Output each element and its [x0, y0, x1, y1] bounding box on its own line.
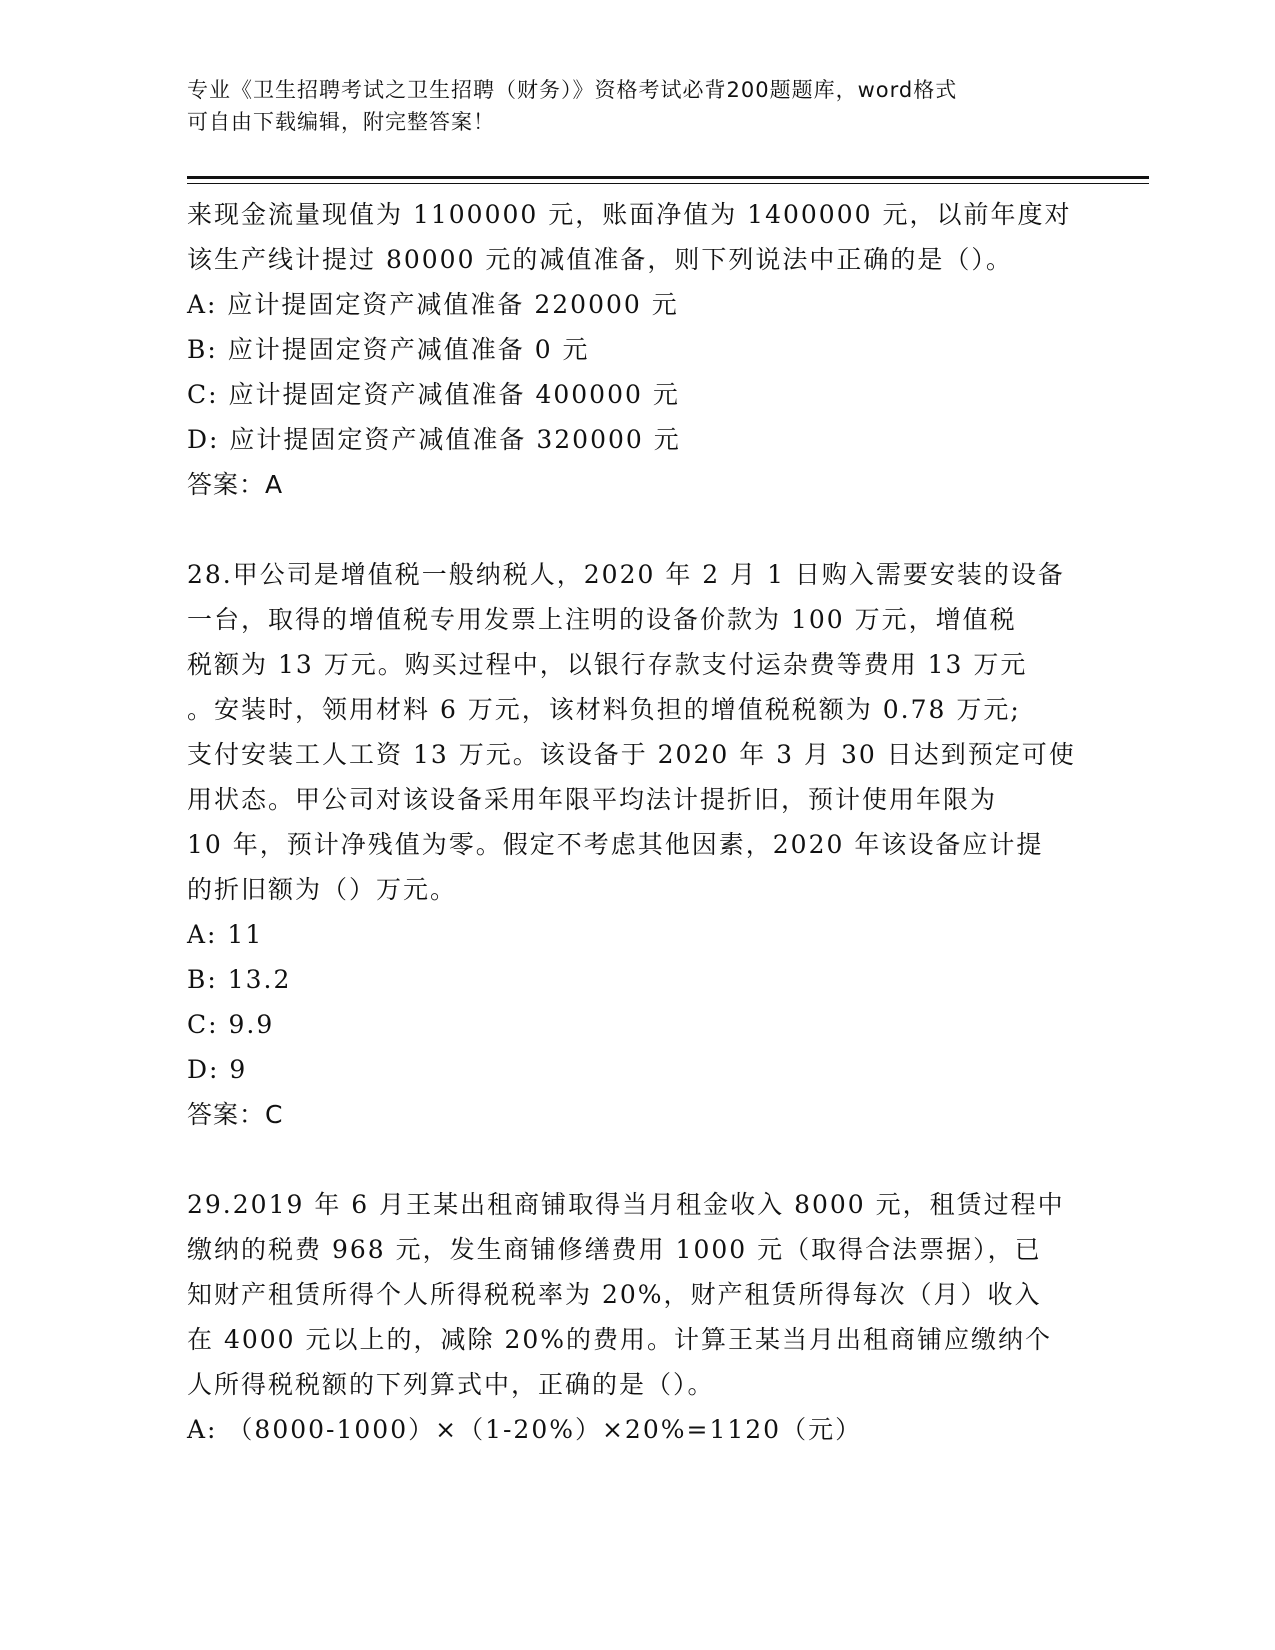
question-29 [187, 1182, 1087, 1452]
header-rule-thick [187, 176, 1149, 179]
question-stem-line: 支付安装工人工资 13 万元。该设备于 2020 年 3 月 30 日达到预定可使 [187, 740, 1076, 769]
question-stem-line: 一台，取得的增值税专用发票上注明的设备价款为 100 万元，增值税 [187, 605, 1017, 634]
question-stem-line: 来现金流量现值为 1100000 元，账面净值为 1400000 元，以前年度对 [187, 200, 1072, 229]
option-a: A: （8000-1000）×（1-20%）×20%=1120（元） [187, 1415, 863, 1444]
document-body [187, 192, 1087, 1452]
header-rule-thin [187, 183, 1149, 184]
option-c: C: 9.9 [187, 1010, 275, 1039]
question-stem-line: 人所得税税额的下列算式中，正确的是（）。 [187, 1370, 715, 1399]
question-28 [187, 552, 1087, 1137]
question-stem-line: 。安装时，领用材料 6 万元，该材料负担的增值税税额为 0.78 万元; [187, 695, 1021, 724]
spacer [187, 507, 1087, 552]
header-line-2: 可自由下载编辑，附完整答案！ [187, 110, 495, 134]
question-stem-line: 该生产线计提过 80000 元的减值准备，则下列说法中正确的是（）。 [187, 245, 1013, 274]
question-stem-line: 知财产租赁所得个人所得税税率为 20%，财产租赁所得每次（月）收入 [187, 1280, 1042, 1309]
answer-label: 答案：A [187, 470, 284, 499]
option-a: A: 11 [187, 920, 264, 949]
option-b: B: 13.2 [187, 965, 292, 994]
header-line-1: 专业《卫生招聘考试之卫生招聘（财务）》资格考试必背200题题库，word格式 [187, 78, 958, 102]
question-stem-line: 税额为 13 万元。购买过程中，以银行存款支付运杂费等费用 13 万元 [187, 650, 1028, 679]
option-b: B: 应计提固定资产减值准备 0 元 [187, 335, 590, 364]
option-a: A: 应计提固定资产减值准备 220000 元 [187, 290, 679, 319]
question-stem-line: 28.甲公司是增值税一般纳税人，2020 年 2 月 1 日购入需要安装的设备 [187, 560, 1065, 589]
option-d: D: 9 [187, 1055, 248, 1084]
spacer [187, 1137, 1087, 1182]
question-stem-line: 缴纳的税费 968 元，发生商铺修缮费用 1000 元（取得合法票据），已 [187, 1235, 1042, 1264]
answer-label: 答案：C [187, 1100, 284, 1129]
option-c: C: 应计提固定资产减值准备 400000 元 [187, 380, 680, 409]
question-stem-line: 29.2019 年 6 月王某出租商铺取得当月租金收入 8000 元，租赁过程中 [187, 1190, 1065, 1219]
question-stem-line: 10 年，预计净残值为零。假定不考虑其他因素，2020 年该设备应计提 [187, 830, 1044, 859]
option-d: D: 应计提固定资产减值准备 320000 元 [187, 425, 681, 454]
question-stem-line: 在 4000 元以上的，减除 20%的费用。计算王某当月出租商铺应缴纳个 [187, 1325, 1053, 1354]
question-stem-line: 用状态。甲公司对该设备采用年限平均法计提折旧，预计使用年限为 [187, 785, 998, 814]
page-header [187, 74, 1067, 138]
question-stem-line: 的折旧额为（）万元。 [187, 875, 458, 904]
question-27 [187, 192, 1087, 507]
